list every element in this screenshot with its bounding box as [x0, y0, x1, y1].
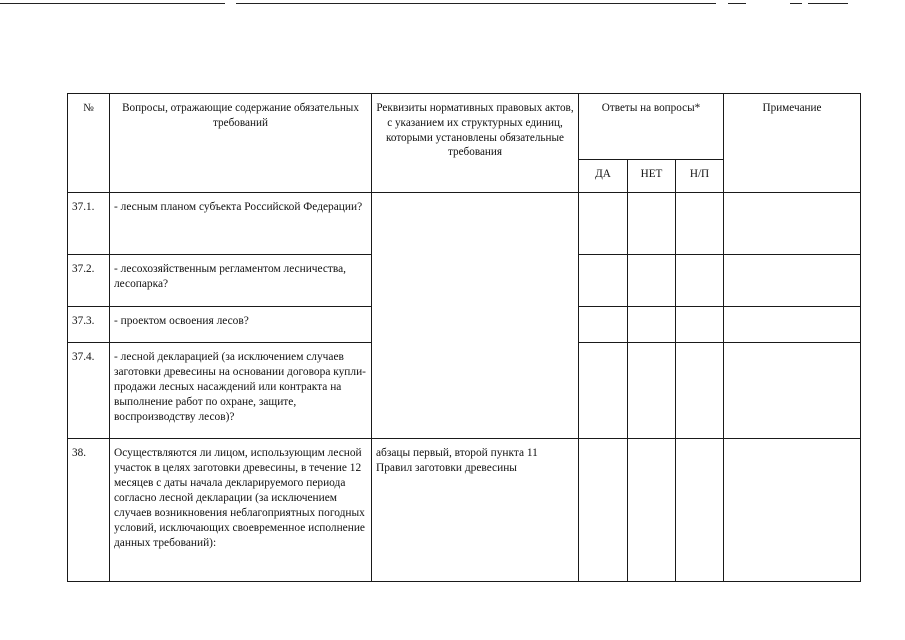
header-na: Н/П [676, 160, 724, 193]
checklist-table [67, 93, 861, 582]
header-no: НЕТ [628, 160, 676, 193]
answer-na-cell[interactable] [676, 255, 724, 307]
row-number: 38. [68, 439, 110, 582]
answer-no-cell[interactable] [628, 193, 676, 255]
answer-no-cell[interactable] [628, 255, 676, 307]
row-question: Осуществляются ли лицом, использующим лесной участок в целях заготовки древесины, в течение 12 месяцев с даты начала декларируемого периода согласно лесной декларации (за исключением случаев возникновения неблагоприятных погодных условий, исключающих своевременное исполнение данных требований): [110, 439, 372, 582]
note-cell[interactable] [724, 255, 861, 307]
header-questions: Вопросы, отражающие содержание обязательных требований [110, 94, 372, 193]
row-number: 37.2. [68, 255, 110, 307]
row-number: 37.3. [68, 307, 110, 343]
answer-no-cell[interactable] [628, 307, 676, 343]
answer-yes-cell[interactable] [579, 193, 628, 255]
answer-yes-cell[interactable] [579, 307, 628, 343]
header-num: № [68, 94, 110, 193]
note-cell[interactable] [724, 193, 861, 255]
table-row [68, 193, 861, 255]
scan-edge-line [0, 3, 225, 4]
note-cell[interactable] [724, 439, 861, 582]
answer-no-cell[interactable] [628, 439, 676, 582]
note-cell[interactable] [724, 343, 861, 439]
header-requisites: Реквизиты нормативных правовых актов, с указанием их структурных единиц, которыми установлены обязательные требования [372, 94, 579, 193]
table-row [68, 439, 861, 582]
header-yes: ДА [579, 160, 628, 193]
answer-no-cell[interactable] [628, 343, 676, 439]
scan-edge-line [808, 3, 848, 4]
row-question: - лесохозяйственным регламентом лесничества, лесопарка? [110, 255, 372, 307]
row-number: 37.1. [68, 193, 110, 255]
scan-edge-line [728, 3, 746, 4]
answer-yes-cell[interactable] [579, 255, 628, 307]
answer-na-cell[interactable] [676, 343, 724, 439]
answer-yes-cell[interactable] [579, 439, 628, 582]
scan-edge-line [790, 3, 802, 4]
header-note: Примечание [724, 94, 861, 193]
answer-na-cell[interactable] [676, 193, 724, 255]
header-answers: Ответы на вопросы* [579, 94, 724, 160]
row-question: - лесным планом субъекта Российской Федерации? [110, 193, 372, 255]
header-row [68, 94, 861, 160]
row-requisites [372, 193, 579, 439]
note-cell[interactable] [724, 307, 861, 343]
row-number: 37.4. [68, 343, 110, 439]
row-question: - проектом освоения лесов? [110, 307, 372, 343]
row-requisites: абзацы первый, второй пункта 11 Правил заготовки древесины [372, 439, 579, 582]
answer-na-cell[interactable] [676, 439, 724, 582]
answer-na-cell[interactable] [676, 307, 724, 343]
scan-edge-line [236, 3, 716, 4]
row-question: - лесной декларацией (за исключением случаев заготовки древесины на основании договора купли-продажи лесных насаждений или контракта на выполнение работ по охране, защите, воспроизводству лесов)? [110, 343, 372, 439]
answer-yes-cell[interactable] [579, 343, 628, 439]
